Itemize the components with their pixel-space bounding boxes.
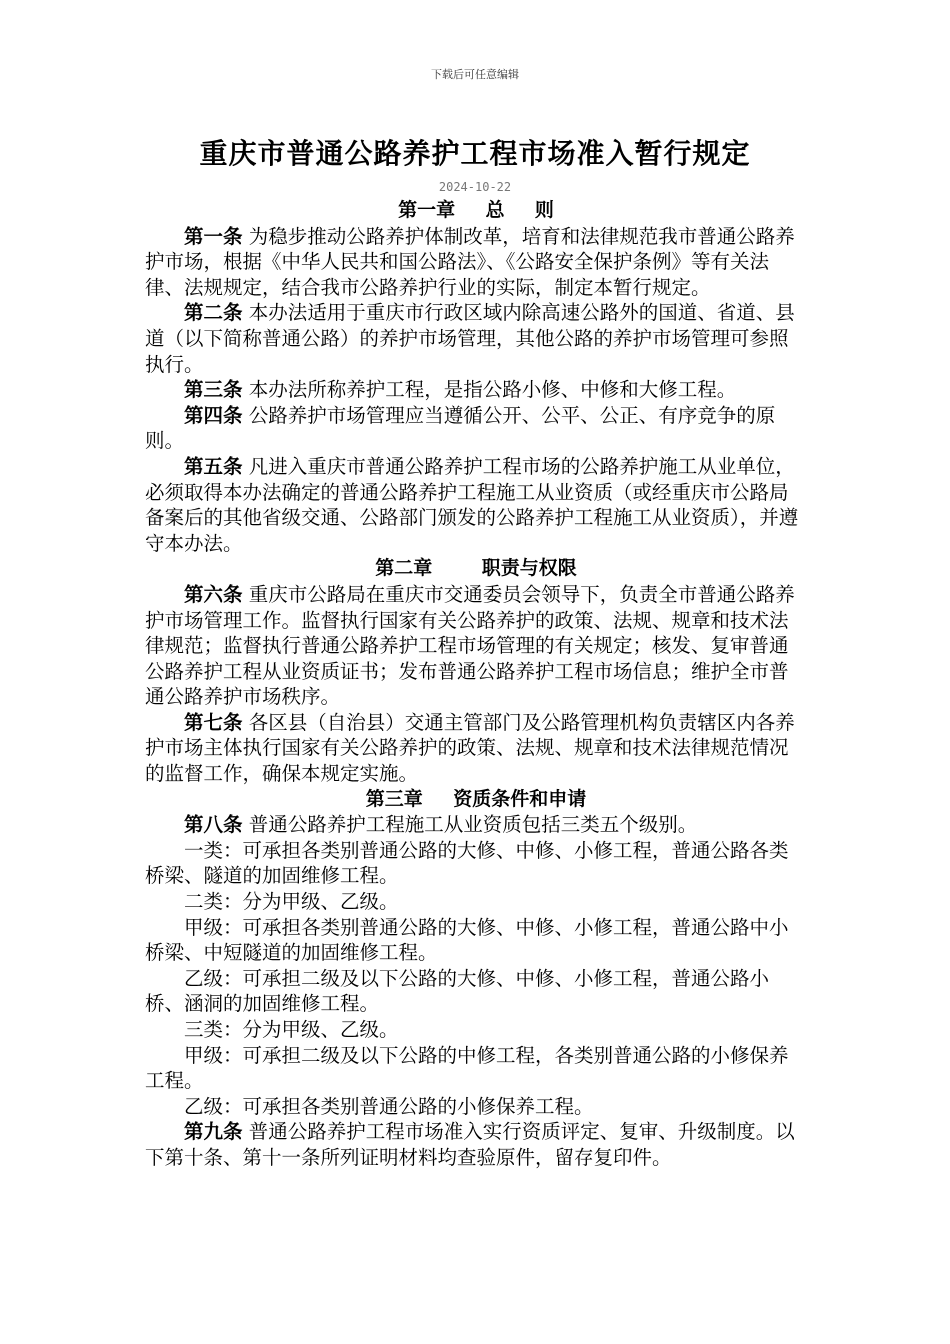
article-1: 第一条 为稳步推动公路养护体制改革，培育和法律规范我市普通公路养护市场，根据《中华人民共和国公路法》、《公路安全保护条例》等有关法律、法规规定，结合我市公路养护行业的实际，制定本暂行规定。 (145, 224, 795, 299)
document-body (145, 198, 807, 1171)
article-5: 第五条 凡进入重庆市普通公路养护工程市场的公路养护施工从业单位，必须取得本办法确定的普通公路养护工程施工从业资质（或经重庆市公路局备案后的其他省级交通、公路部门颁发的公路养护工程施工从业资质），并遵守本办法。 (145, 454, 799, 555)
document-date: 2024-10-22 (438, 180, 512, 194)
clause-2: 二类：分为甲级、乙级。 (184, 890, 399, 914)
chapter-heading-2: 第二章 职责与权限 (375, 557, 577, 580)
clause-4: 乙级：可承担二级及以下公路的大修、中修、小修工程，普通公路小桥、涵洞的加固维修工程。 (145, 966, 770, 1016)
article-9: 第九条 普通公路养护工程市场准入实行资质评定、复审、升级制度。以下第十条、第十一条所列证明材料均查验原件，留存复印件。 (145, 1120, 795, 1169)
article-8: 第八条 普通公路养护工程施工从业资质包括三类五个级别。 (184, 813, 698, 837)
article-6: 第六条 重庆市公路局在重庆市交通委员会领导下，负责全市普通公路养护市场管理工作。监督执行国家有关公路养护的政策、法规、规章和技术法律规范；监督执行普通公路养护工程市场管理的有关规定；核发、复审普通公路养护工程从业资质证书；发布普通公路养护工程市场信息；维护全市普通公路养护市场秩序。 (145, 582, 795, 709)
clause-5: 三类：分为甲级、乙级。 (184, 1018, 399, 1041)
header-note: 下载后可任意编辑 (431, 68, 519, 81)
chapter-heading-1: 第一章 总 则 (398, 199, 554, 221)
article-4: 第四条 公路养护市场管理应当遵循公开、公平、公正、有序竞争的原则。 (145, 403, 776, 453)
clause-6: 甲级：可承担二级及以下公路的中修工程，各类别普通公路的小修保养工程。 (145, 1043, 789, 1093)
page-title: 重庆市普通公路养护工程市场准入暂行规定 (199, 137, 751, 170)
clause-7: 乙级：可承担各类别普通公路的小修保养工程。 (184, 1094, 594, 1118)
clause-3: 甲级：可承担各类别普通公路的大修、中修、小修工程，普通公路中小桥梁、中短隧道的加固维修工程。 (145, 915, 789, 965)
article-2: 第二条 本办法适用于重庆市行政区域内除高速公路外的国道、省道、县道（以下简称普通公路）的养护市场管理，其他公路的养护市场管理可参照执行。 (145, 301, 795, 376)
chapter-heading-3: 第三章 资质条件和申请 (365, 787, 587, 810)
article-7: 第七条 各区县（自治县）交通主管部门及公路管理机构负责辖区内各养护市场主体执行国家有关公路养护的政策、法规、规章和技术法律规范情况的监督工作，确保本规定实施。 (145, 710, 795, 786)
article-3: 第三条 本办法所称养护工程，是指公路小修、中修和大修工程。 (184, 378, 737, 402)
clause-1: 一类：可承担各类别普通公路的大修、中修、小修工程，普通公路各类桥梁、隧道的加固维修工程。 (145, 838, 789, 888)
